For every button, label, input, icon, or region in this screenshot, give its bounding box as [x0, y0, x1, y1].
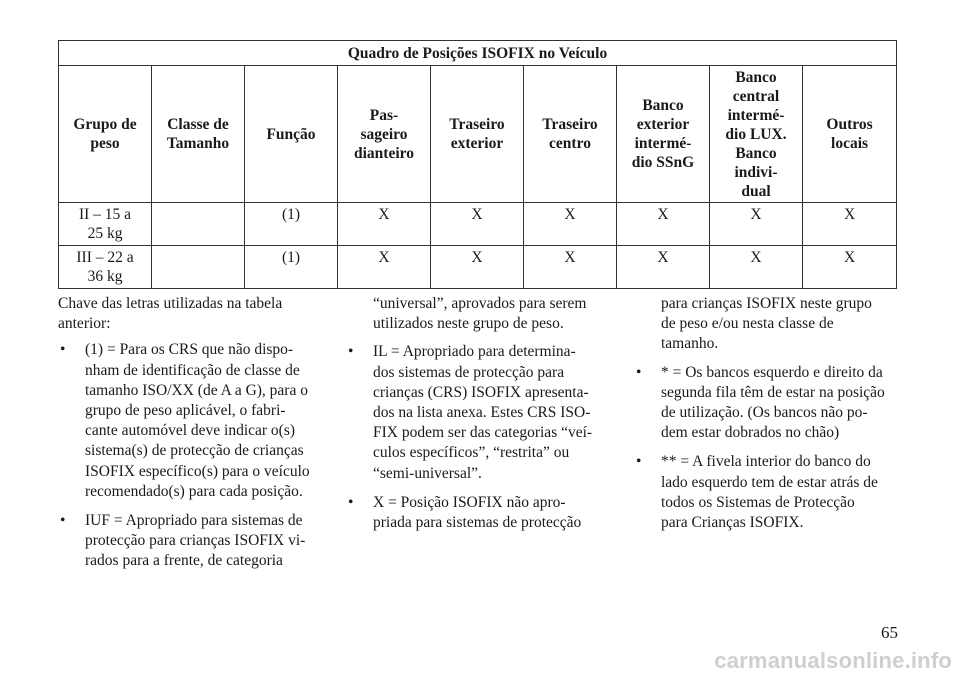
header-classe-de-tamanho: Classe de Tamanho: [152, 66, 245, 203]
table-row: [59, 203, 897, 246]
table-cell: X: [524, 246, 617, 289]
header-traseiro-centro: Traseiro centro: [524, 66, 617, 203]
table-cell: X: [338, 203, 431, 246]
list-item-continuation: “universal”, aprovados para serem utilizados neste grupo de peso.: [373, 295, 587, 333]
table-cell: X: [617, 203, 710, 246]
body-text: [58, 294, 898, 581]
list-item: • (1) = Para os CRS que não dispo- nham de identificação de classe de tamanho ISO/XX (de A a G), para o grupo de peso aplicável, o fabri- cante automóvel deve indicar o(s) sistema(s) de protecção de crianças ISOFIX específico(s) para o veículo recomendado(s) para cada posição.: [58, 340, 322, 502]
list-item: • * = Os bancos esquerdo e direito da segunda fila têm de estar na posição de utilização. (Os bancos não po- dem estar dobrados no chão): [634, 363, 898, 444]
header-banco-exterior-intermedio: Banco exterior intermé- dio SSnG: [617, 66, 710, 203]
key-intro: Chave das letras utilizadas na tabela anterior:: [58, 295, 283, 333]
table-cell: II – 15 a 25 kg: [59, 203, 152, 246]
watermark: carmanualsonline.info: [714, 648, 952, 673]
header-banco-central-intermedio: Banco central intermé- dio LUX. Banco indivi- dual: [710, 66, 803, 203]
table-cell: (1): [245, 203, 338, 246]
list-item: • IL = Apropriado para determina- dos sistemas de protecção para crianças (CRS) ISOFIX apresenta- dos na lista anexa. Estes CRS ISO- FIX podem ser das categorias “veí- culos específicos”, “restrita” ou “semi-universal”.: [346, 342, 610, 483]
header-funcao: Função: [245, 66, 338, 203]
table-title: Quadro de Posições ISOFIX no Veículo: [59, 41, 897, 66]
text-column-3: [634, 294, 898, 581]
table-cell: (1): [245, 246, 338, 289]
header-grupo-de-peso: Grupo de peso: [59, 66, 152, 203]
isofix-table: [58, 40, 897, 289]
text-column-1: [58, 294, 322, 581]
table-cell: X: [524, 203, 617, 246]
table-cell: X: [617, 246, 710, 289]
table-cell: X: [803, 246, 897, 289]
table-cell: X: [710, 246, 803, 289]
table-cell: [152, 203, 245, 246]
list-item: • X = Posição ISOFIX não apro- priada para sistemas de protecção: [346, 493, 610, 533]
page-number: 65: [881, 623, 898, 642]
table-cell: [152, 246, 245, 289]
table-cell: X: [431, 203, 524, 246]
header-passageiro-dianteiro: Pas- sageiro dianteiro: [338, 66, 431, 203]
table-cell: X: [710, 203, 803, 246]
header-outros-locais: Outros locais: [803, 66, 897, 203]
table-title-row: [59, 41, 897, 66]
table-row: [59, 246, 897, 289]
table-header-row: [59, 66, 897, 203]
table-cell: X: [338, 246, 431, 289]
text-column-2: [346, 294, 610, 581]
list-item: • ** = A fivela interior do banco do lado esquerdo tem de estar atrás de todos os Sistemas de Protecção para Crianças ISOFIX.: [634, 452, 898, 533]
table-cell: X: [803, 203, 897, 246]
list-item-continuation: para crianças ISOFIX neste grupo de peso e/ou nesta classe de tamanho.: [661, 295, 872, 353]
header-traseiro-exterior: Traseiro exterior: [431, 66, 524, 203]
table-cell: X: [431, 246, 524, 289]
table-cell: III – 22 a 36 kg: [59, 246, 152, 289]
list-item: • IUF = Apropriado para sistemas de protecção para crianças ISOFIX vi- rados para a frente, de categoria: [58, 511, 322, 572]
